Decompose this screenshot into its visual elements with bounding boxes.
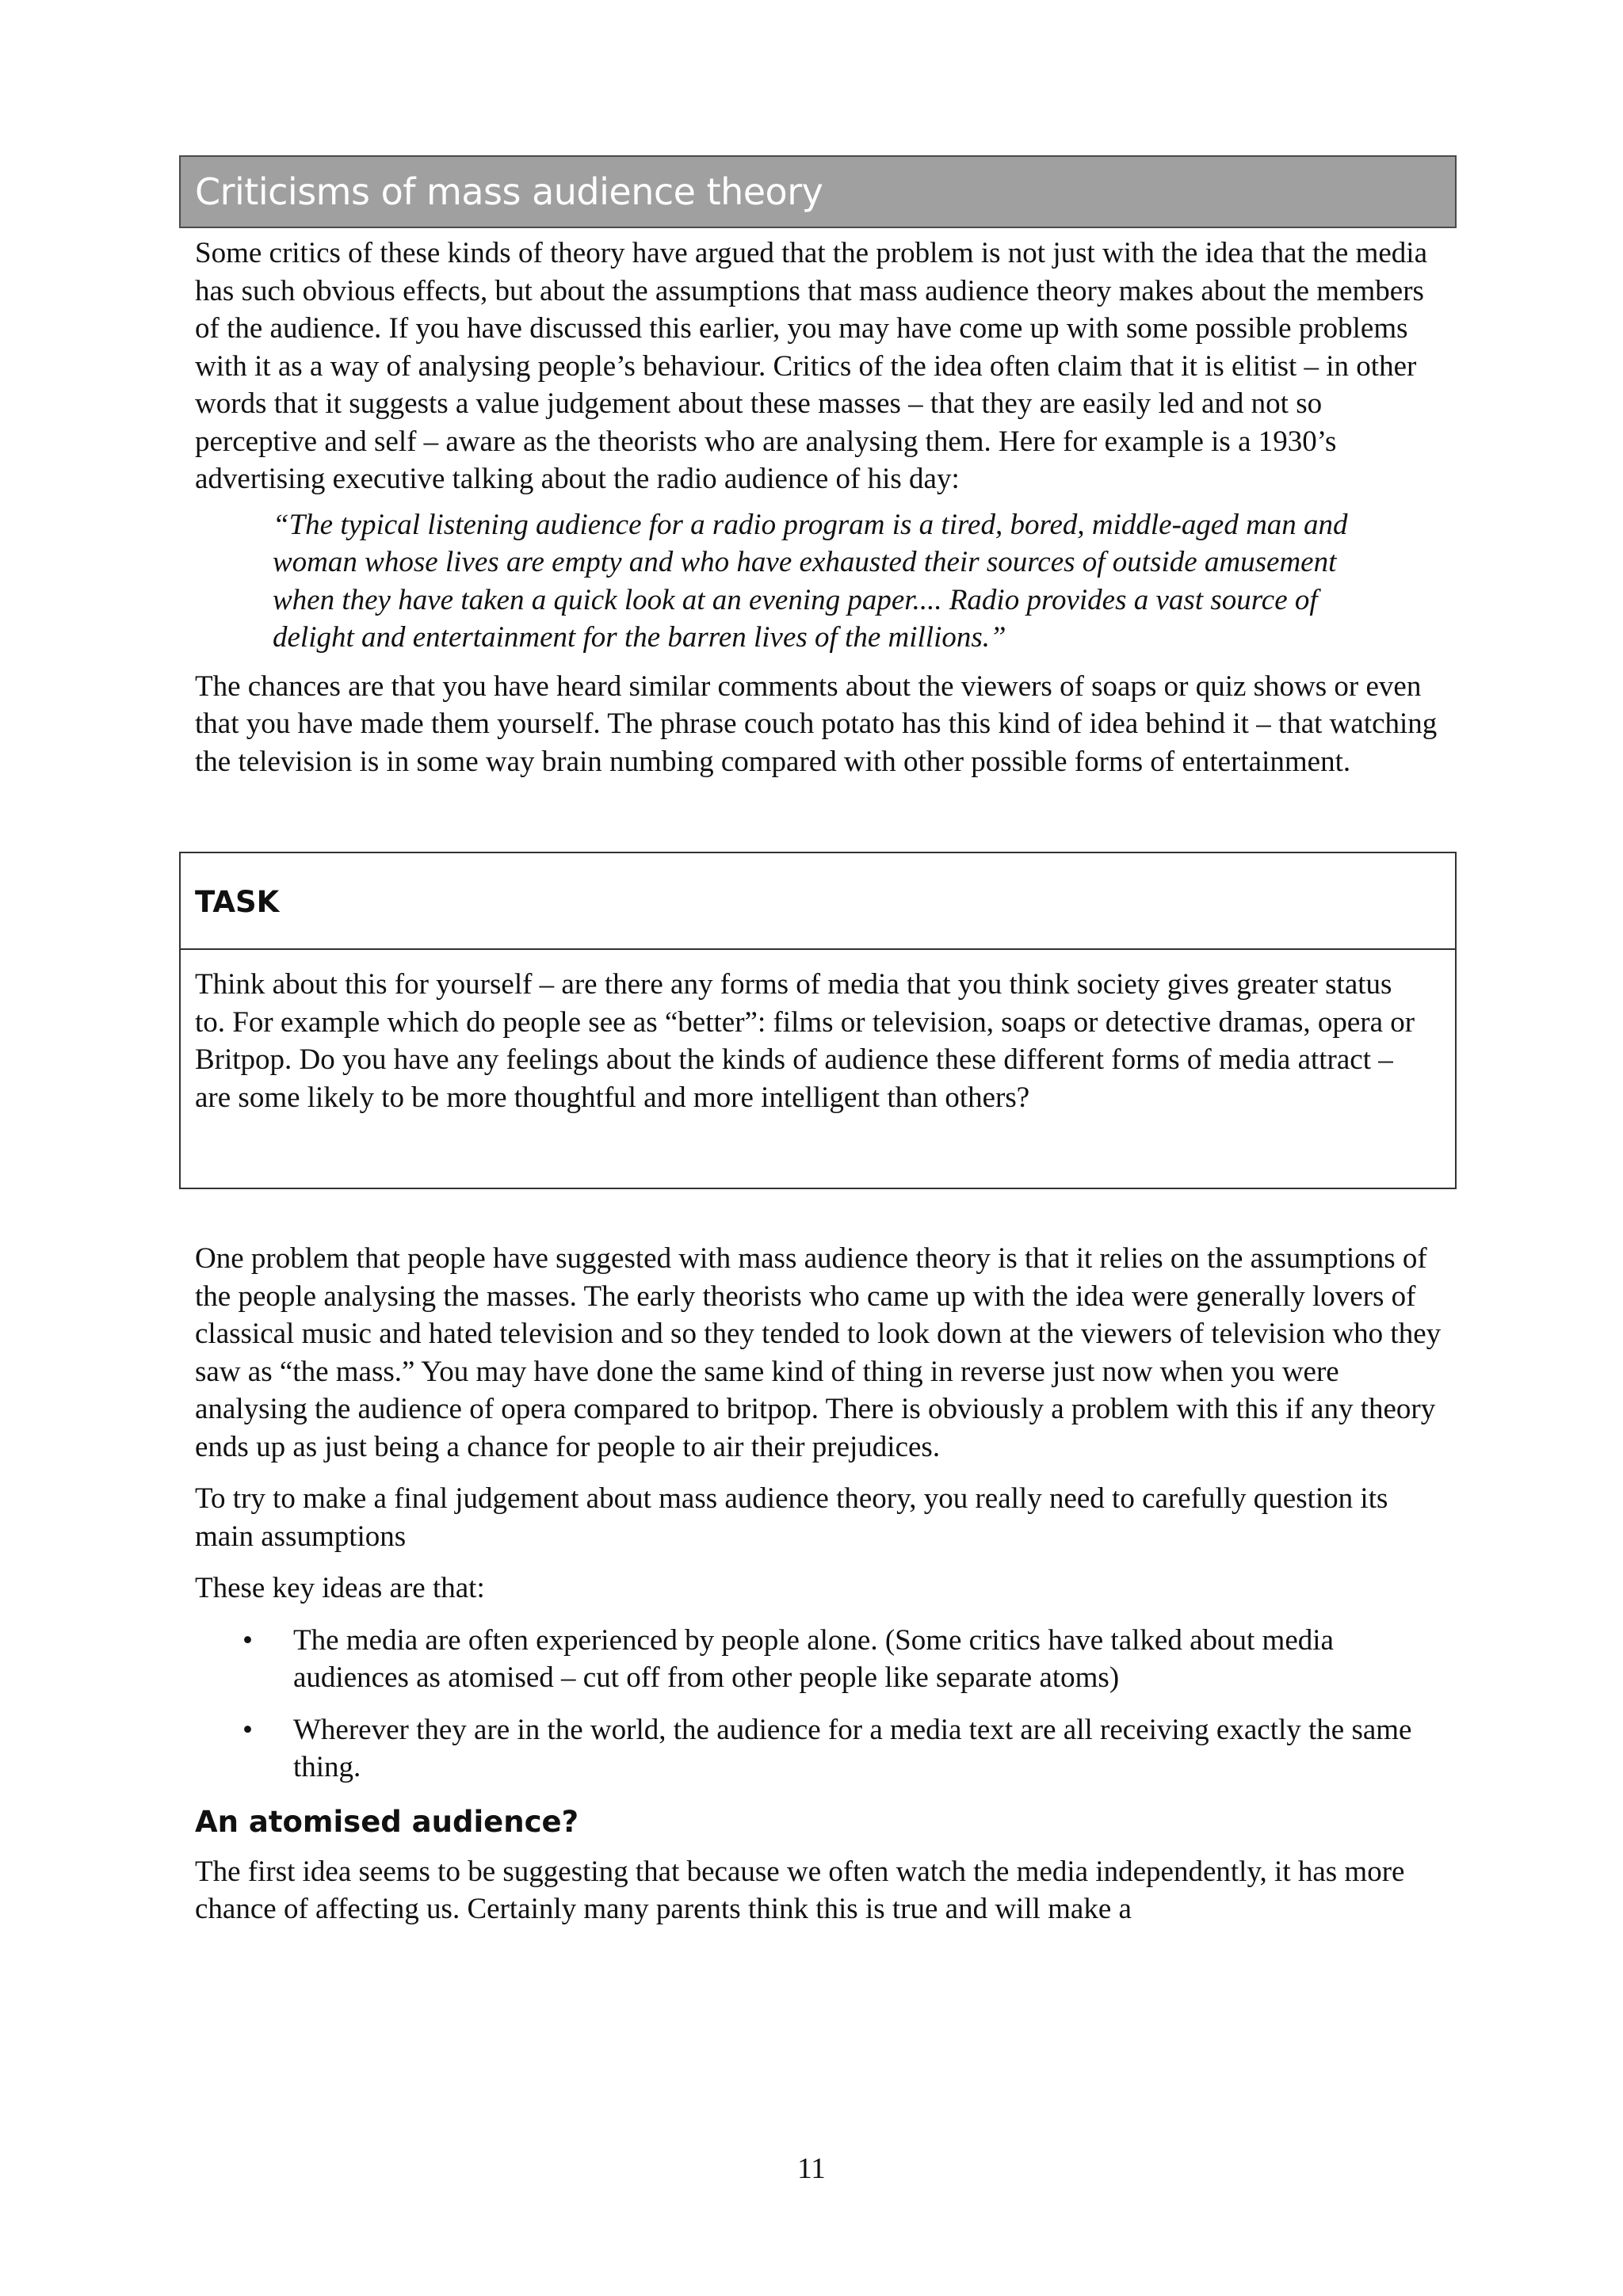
task-header — [181, 853, 1455, 950]
paragraph-final-judgement: To try to make a final judgement about mass audience theory, you really need to carefully question its main assumptions — [195, 1482, 1388, 1553]
list-item — [242, 1622, 1457, 1697]
list-item-text: The media are often experienced by people alone. (Some critics have talked about media audiences as atomised – cut off from other people like separate atoms) — [293, 1623, 1334, 1694]
subheading-atomised: An atomised audience? — [195, 1804, 579, 1839]
block-quote: “The typical listening audience for a radio program is a tired, bored, middle-aged man and woman whose lives are empty and who have exhausted their sources of outside amusement when they have taken a quick look at an evening paper.... Radio provides a vast source of delight and entertainment for the barren lives of the millions.” — [273, 508, 1348, 654]
key-ideas-list — [179, 1622, 1457, 1787]
section-heading: Criticisms of mass audience theory — [195, 170, 823, 213]
page-content — [179, 155, 1457, 1928]
page-number: 11 — [797, 2153, 826, 2185]
bullet-icon: • — [242, 1623, 253, 1657]
task-body — [181, 950, 1455, 1116]
paragraph-intro: Some critics of these kinds of theory have argued that the problem is not just with the idea that the media has such obvious effects, but about the assumptions that mass audience theory makes about the members of the audience. If you have discussed this earlier, you may have come up with some possible problems with it as a way of analysing people’s behaviour. Critics of the idea often claim that it is elitist – in other words that it suggests a value judgement about these masses – that they are easily led and not so perceptive and self – aware as the theorists who are analysing them. Here for example is a 1930’s advertising executive talking about the radio audience of his day: — [195, 237, 1427, 495]
bullet-icon: • — [242, 1713, 253, 1746]
paragraph-assumptions: One problem that people have suggested with mass audience theory is that it relies on the assumptions of the people analysing the masses. The early theorists who came up with the idea were generally lovers of classical music and hated television and so they tended to look down at the viewers of television who they saw as “the mass.” You may have done the same kind of thing in reverse just now when you were analysing the audience of opera compared to britpop. There is obviously a problem with this if any theory ends up as just being a chance for people to air their prejudices. — [195, 1242, 1442, 1463]
task-box — [179, 852, 1457, 1189]
paragraph-key-ideas: These key ideas are that: — [195, 1572, 485, 1604]
list-item-text: Wherever they are in the world, the audience for a media text are all receiving exactly the same thing. — [293, 1713, 1412, 1783]
list-item — [242, 1711, 1457, 1787]
section-heading-bar — [179, 155, 1457, 228]
task-text: Think about this for yourself – are there any forms of media that you think society gives greater status to. For example which do people see as “better”: films or television, soaps or detective dramas, opera or Britpop. Do you have any feelings about the kinds of audience these different forms of media attract – are some likely to be more thoughtful and more intelligent than others? — [195, 968, 1415, 1114]
task-title: TASK — [195, 885, 280, 919]
paragraph-atomised: The first idea seems to be suggesting that because we often watch the media independently, it has more chance of affecting us. Certainly many parents think this is true and will make a — [195, 1855, 1405, 1925]
paragraph-couch-potato: The chances are that you have heard similar comments about the viewers of soaps or quiz shows or even that you have made them yourself. The phrase couch potato has this kind of idea behind it – that watching the television is in some way brain numbing compared with other possible forms of entertainment. — [195, 669, 1438, 778]
